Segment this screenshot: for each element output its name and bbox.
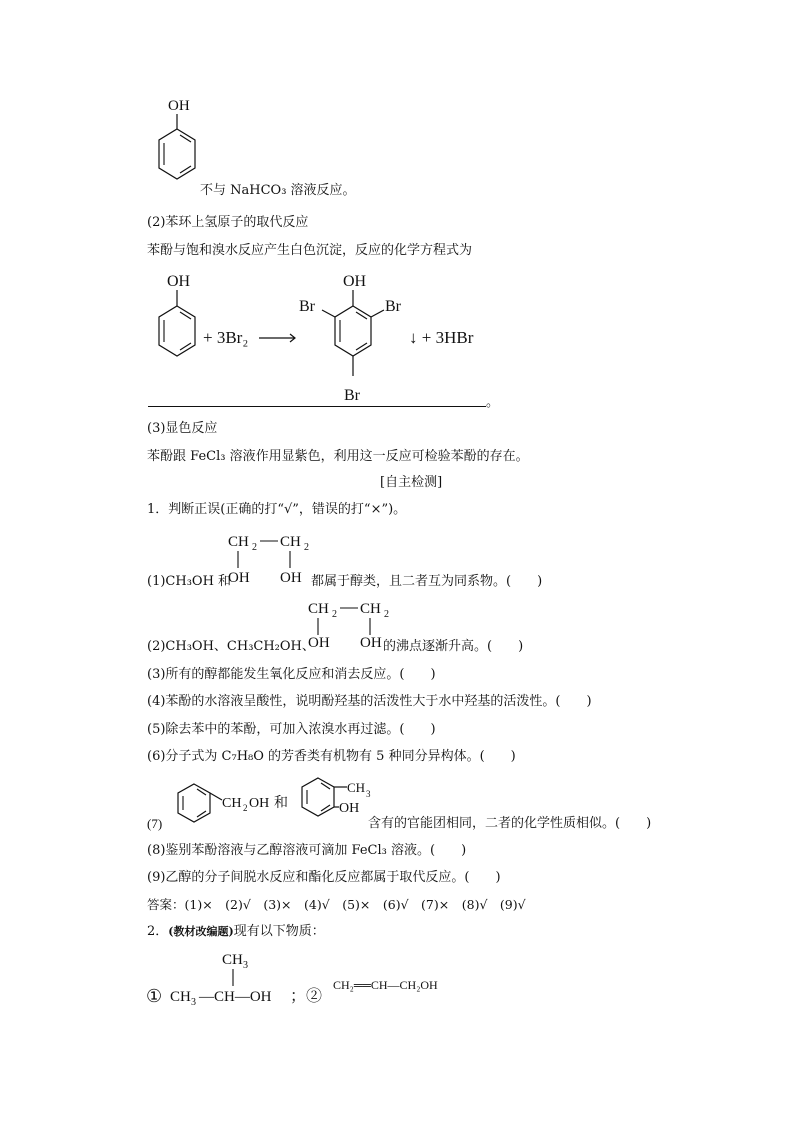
svg-text:CH: CH: [170, 989, 191, 1005]
question2-line: [147, 923, 325, 941]
item9: (9)乙醇的分子间脱水反应和酯化反应都属于取代反应。( ): [147, 870, 501, 885]
heading-substitution: (2)苯环上氢原子的取代反应: [147, 215, 309, 230]
svg-text:；②: ；②: [290, 988, 323, 1005]
svg-text:CH: CH: [222, 796, 242, 811]
substances-structures: [146, 948, 476, 1010]
phenol-structure-top: [148, 92, 208, 202]
svg-text:CH: CH: [222, 952, 243, 968]
section-title: [自主检测]: [380, 475, 443, 490]
item2-prefix: (2)CH₃OH、CH₃CH₂OH、: [147, 639, 315, 654]
nahco3-text: 不与 NaHCO₃ 溶液反应。: [200, 183, 356, 198]
item1-prefix: (1)CH₃OH 和: [147, 574, 232, 589]
item4: (4)苯酚的水溶液呈酸性，说明酚羟基的活泼性大于水中羟基的活泼性。( ): [147, 694, 592, 709]
question2-tag: (教材改编题): [168, 925, 234, 938]
question2-number: 2．: [147, 924, 169, 939]
question1-title: 1．判断正误(正确的打“√”，错误的打“×”)。: [147, 502, 407, 517]
svg-text:OH: OH: [360, 635, 382, 651]
svg-text:OH: OH: [280, 570, 302, 586]
answer-underline: [148, 406, 486, 407]
item2-suffix: 的沸点逐渐升高。( ): [383, 639, 524, 654]
svg-text:2: 2: [384, 609, 389, 620]
heading-color-reaction: (3)显色反应: [147, 421, 218, 436]
svg-text:CH: CH: [228, 534, 249, 550]
br-right-label: Br: [385, 298, 401, 315]
svg-text:CH₂══CH—CH₂OH: CH₂══CH—CH₂OH: [333, 978, 438, 992]
precipitate-hbr: ↓ + 3HBr: [409, 328, 474, 347]
reactant-oh-label: OH: [167, 273, 191, 290]
question2-text: 现有以下物质：: [233, 924, 325, 939]
svg-text:3: 3: [366, 789, 371, 799]
br-left-label: Br: [299, 298, 315, 315]
svg-text:(7): (7): [147, 816, 163, 831]
svg-text:—CH—OH: —CH—OH: [199, 989, 272, 1005]
bromine-reagent: + 3Br₂: [203, 328, 249, 347]
svg-text:2: 2: [252, 542, 257, 553]
item5: (5)除去苯中的苯酚，可加入浓溴水再过滤。( ): [147, 722, 436, 737]
svg-text:CH: CH: [347, 780, 366, 795]
svg-text:OH: OH: [228, 570, 250, 586]
svg-text:和: 和: [274, 796, 288, 811]
item3: (3)所有的醇都能发生氧化反应和消去反应。( ): [147, 667, 436, 682]
svg-text:3: 3: [191, 997, 196, 1008]
svg-text:3: 3: [243, 960, 248, 971]
reaction-equation: [147, 268, 500, 410]
svg-text:①: ①: [146, 986, 163, 1006]
svg-text:OH: OH: [308, 635, 330, 651]
item1-suffix: 都属于醇类，且二者互为同系物。( ): [311, 574, 543, 589]
svg-text:2: 2: [304, 542, 309, 553]
svg-text:OH: OH: [339, 801, 360, 816]
fecl3-text: 苯酚跟 FeCl₃ 溶液作用显紫色，利用这一反应可检验苯酚的存在。: [147, 449, 529, 464]
svg-text:2: 2: [332, 609, 337, 620]
br-bottom-label: Br: [344, 387, 360, 404]
svg-text:2: 2: [243, 803, 248, 813]
phenol-oh-label: OH: [168, 98, 190, 114]
svg-text:CH: CH: [360, 601, 381, 617]
item7-structures: [147, 770, 387, 840]
bromine-text: 苯酚与饱和溴水反应产生白色沉淀，反应的化学方程式为: [147, 243, 473, 258]
item6: (6)分子式为 C₇H₈O 的芳香类有机物有 5 种同分异构体。( ): [147, 749, 516, 764]
svg-text:CH: CH: [308, 601, 329, 617]
svg-text:OH: OH: [249, 796, 270, 811]
item7-suffix: 含有的官能团相同，二者的化学性质相似。( ): [368, 816, 652, 831]
product-oh-label: OH: [343, 273, 367, 290]
svg-text:CH: CH: [280, 534, 301, 550]
reaction-end-mark: 。: [486, 395, 500, 410]
answer-line: 答案：(1)× (2)√ (3)× (4)√ (5)× (6)√ (7)× (8)√ (9)√: [147, 897, 526, 912]
glycol-structure-1: [226, 530, 316, 590]
item8: (8)鉴别苯酚溶液与乙醇溶液可滴加 FeCl₃ 溶液。( ): [147, 843, 467, 858]
